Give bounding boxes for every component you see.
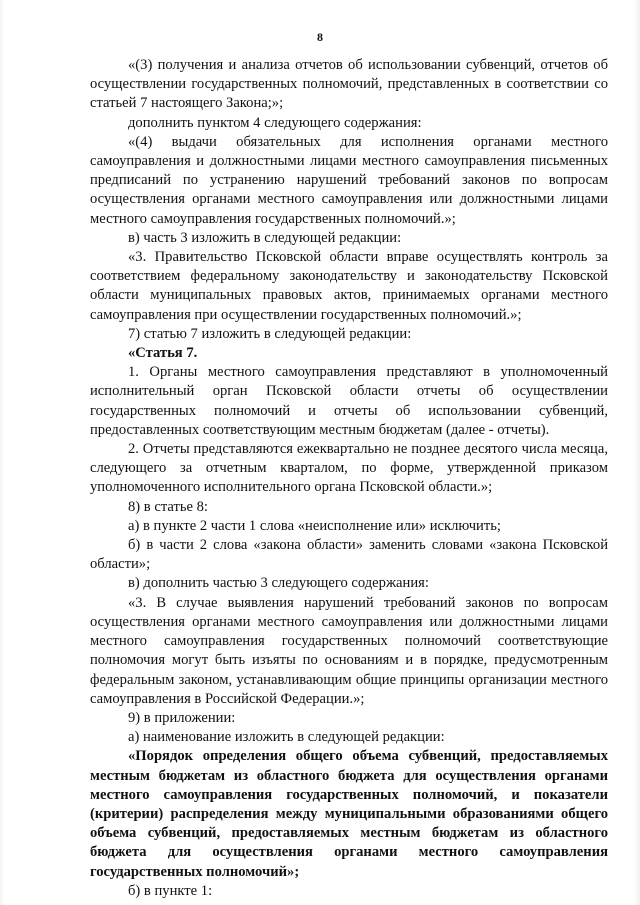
document-body xyxy=(90,56,608,901)
paragraph-article-8-part-3: «3. В случае выявления нарушений требований законов по вопросам осуществления органами местного самоуправления или должностными лицами местного самоуправления государственных полномочий соответствующие полномочия могут быть изъяты по основаниям и в порядке, предусмотренным федеральным законом, устанавливающим общие принципы организации местного самоуправления в Российской Федерации.»; xyxy=(90,594,608,707)
paragraph-appendix-intro: 9) в приложении: xyxy=(128,709,236,726)
paragraph-article-7-part-1: 1. Органы местного самоуправления представляют в уполномоченный исполнительный орган Псковской области отчеты об осуществлении государственных полномочий и отчеты об использовании субвенций, предоставленных соответствующим местным бюджетам (далее - отчеты). xyxy=(90,364,608,438)
paragraph-item-3: «(3) получения и анализа отчетов об использовании субвенций, отчетов об осуществлении государственных полномочий, представленных в соответствии со статьей 7 настоящего Закона;»; xyxy=(90,57,608,112)
paragraph-part-3-intro: в) часть 3 изложить в следующей редакции: xyxy=(128,229,402,246)
paragraph-appendix-b: б) в пункте 1: xyxy=(128,882,213,899)
paragraph-article-8-b: б) в части 2 слова «закона области» заменить словами «закона Псковской области»; xyxy=(90,537,608,573)
article-7-heading: «Статья 7. xyxy=(128,345,198,362)
paragraph-article-8-intro: 8) в статье 8: xyxy=(128,498,208,515)
page-number: 8 xyxy=(317,30,323,44)
paragraph-article-8-a: а) в пункте 2 части 1 слова «неисполнение или» исключить; xyxy=(128,517,501,534)
paragraph-part-3: «3. Правительство Псковской области вправе осуществлять контроль за соответствием федеральному законодательству и законодательству Псковской области муниципальных правовых актов, принимаемых органами местного самоуправления при осуществлении государственных полномочий.»; xyxy=(90,249,608,323)
page-edge-shadow-left xyxy=(0,0,4,905)
paragraph-appendix-title: «Порядок определения общего объема субвенций, предоставляемых местным бюджетам из областного бюджета для осуществления органами местного самоуправления государственных полномочий, и показатели (критерии) распределения между муниципальными образованиями общего объема субвенций, предоставляемых местным бюджетам из областного бюджета для осуществления органами местного самоуправления государственных полномочий»; xyxy=(90,748,608,880)
page-edge-shadow-right xyxy=(634,0,640,905)
paragraph-article-7-intro: 7) статью 7 изложить в следующей редакции: xyxy=(128,325,412,342)
paragraph-article-7-part-2: 2. Отчеты представляются ежеквартально не позднее десятого числа месяца, следующего за отчетным кварталом, по форме, утвержденной приказом уполномоченного исполнительного органа Псковской области.»; xyxy=(90,441,608,496)
paragraph-appendix-a: а) наименование изложить в следующей редакции: xyxy=(128,729,445,746)
paragraph-item-4: «(4) выдачи обязательных для исполнения органами местного самоуправления и должностными лицами местного самоуправления письменных предписаний по устранению нарушений требований законов по вопросам осуществления органами местного самоуправления или должностными лицами местного самоуправления государственных полномочий.»; xyxy=(90,133,608,227)
paragraph-article-8-v: в) дополнить частью 3 следующего содержания: xyxy=(128,575,429,592)
paragraph-add-item-4: дополнить пунктом 4 следующего содержания: xyxy=(128,114,422,131)
